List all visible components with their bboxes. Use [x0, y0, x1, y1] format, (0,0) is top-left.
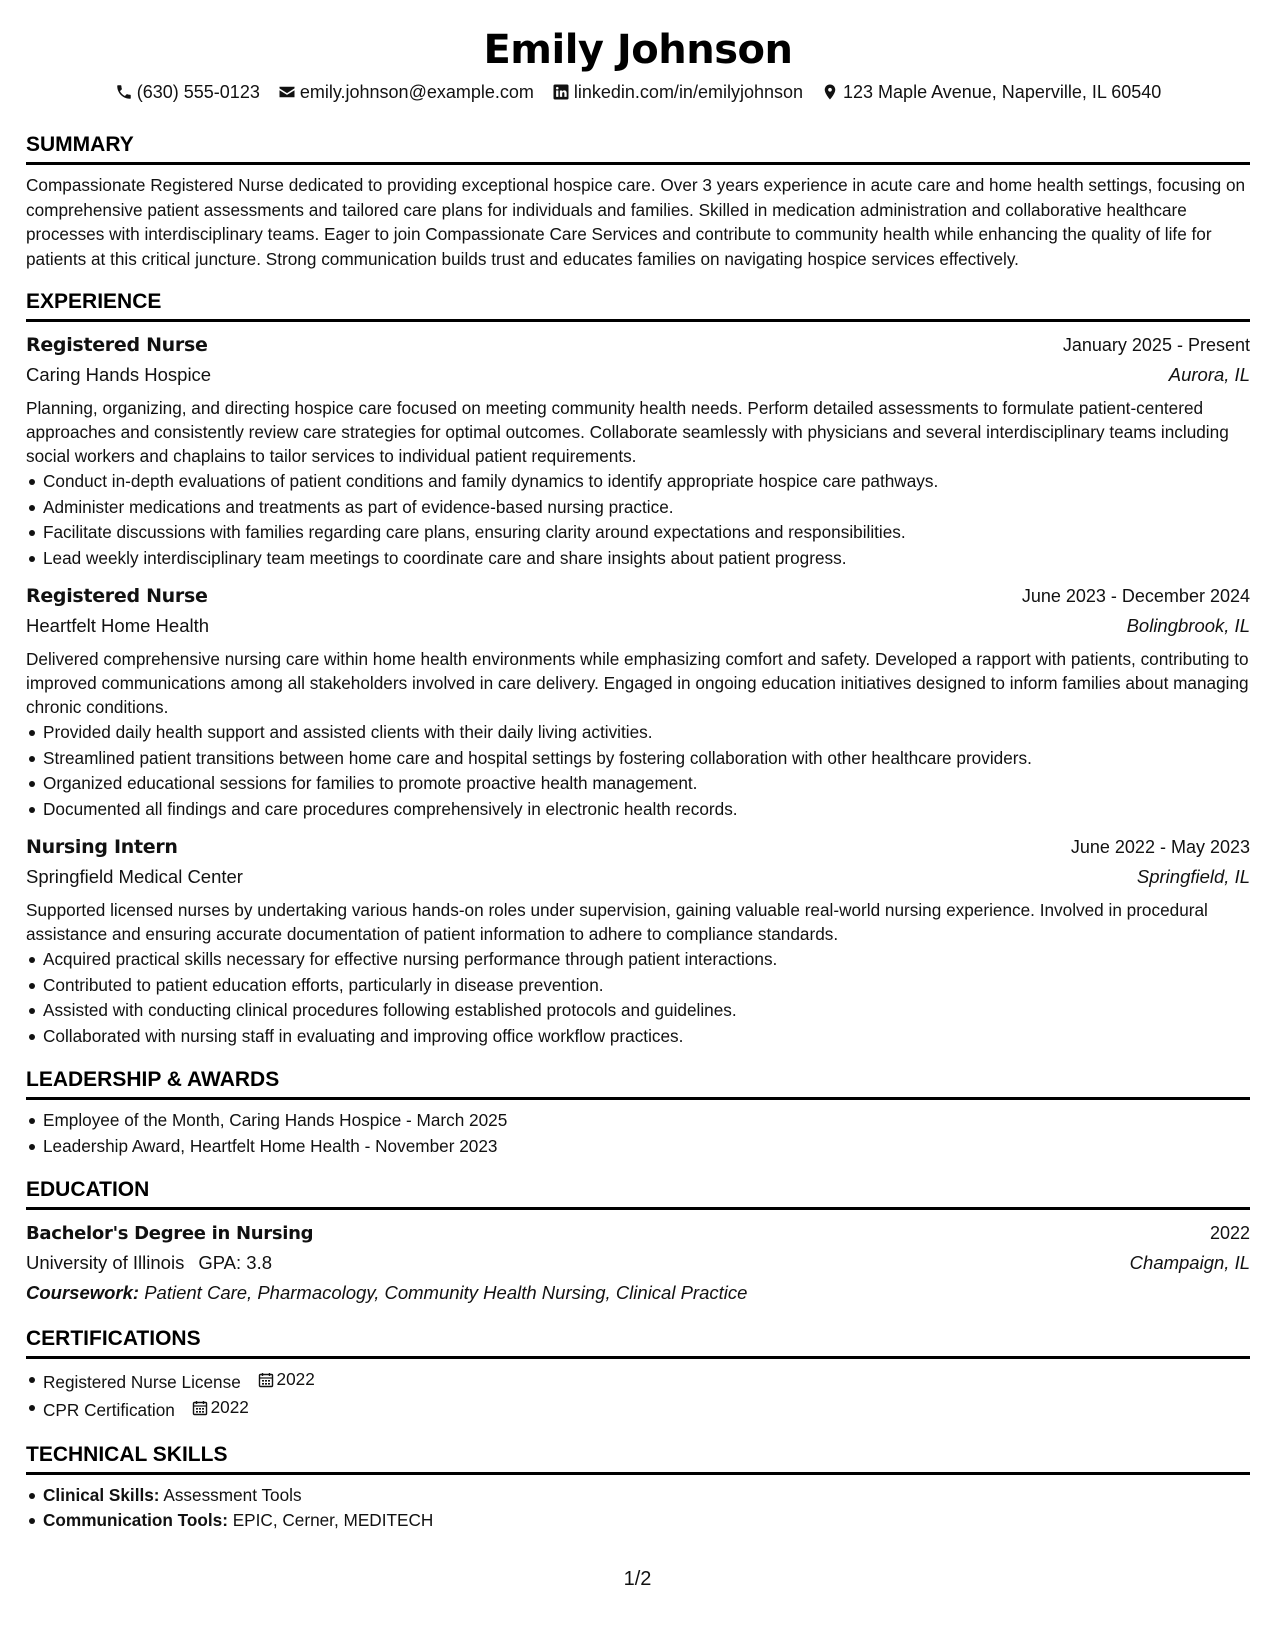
contact-phone[interactable] [115, 80, 260, 104]
degree-title: Bachelor's Degree in Nursing [26, 1223, 314, 1244]
job-organization: Caring Hands Hospice [26, 364, 212, 385]
contact-address[interactable] [821, 80, 1161, 104]
calendar-icon [258, 1372, 274, 1388]
certification-name: Registered Nurse License [43, 1371, 241, 1392]
contact-bar [26, 80, 1250, 104]
skills-list [26, 1483, 1250, 1534]
job-description: Delivered comprehensive nursing care within home health environments while emphasizing comfort and safety. Developed a rapport with patients, contributing to improved communications among all stakeholders involved in care delivery. Engaged in ongoing education initiatives designed to inform families about managing chronic conditions. [26, 649, 1249, 717]
awards-list [26, 1108, 1250, 1159]
list-item [26, 1367, 1250, 1395]
certification-year: 2022 [276, 1369, 315, 1389]
certification-date [258, 1367, 315, 1393]
education-entry [26, 1218, 1250, 1308]
job-organization: Heartfelt Home Health [26, 615, 210, 636]
job-bullets [26, 720, 1250, 822]
school-location: Champaign, IL [1129, 1252, 1250, 1273]
page-number: 1/2 [623, 1568, 652, 1590]
job-dates: January 2025 - Present [1062, 335, 1250, 355]
list-item: Streamlined patient transitions between home care and hospital settings by fostering collaboration with other healthcare providers. [26, 746, 1250, 772]
candidate-name: Emily Johnson [483, 27, 793, 73]
list-item: Provided daily health support and assisted clients with their daily living activities. [26, 720, 1250, 746]
section-title-summary: SUMMARY [26, 132, 1250, 165]
skill-value: EPIC, Cerner, MEDITECH [232, 1510, 434, 1530]
calendar-icon [192, 1400, 208, 1416]
certification-name: CPR Certification [43, 1400, 175, 1420]
coursework-label: Coursework: [26, 1282, 140, 1303]
contact-linkedin[interactable] [552, 80, 803, 104]
job-entry [26, 581, 1250, 822]
gpa: GPA: 3.8 [198, 1252, 273, 1273]
skill-label: Communication Tools: [43, 1510, 228, 1530]
certifications-list [26, 1367, 1250, 1424]
job-title: Registered Nurse [26, 334, 208, 356]
school-name: University of Illinois [26, 1252, 185, 1273]
school-line [26, 1248, 272, 1278]
list-item: Conduct in-depth evaluations of patient conditions and family dynamics to identify appropriate hospice care pathways. [26, 469, 1250, 495]
linkedin-text: linkedin.com/in/emilyjohnson [573, 82, 804, 102]
job-location: Springfield, IL [1136, 866, 1250, 887]
job-entry [26, 330, 1250, 571]
job-title: Nursing Intern [26, 836, 178, 858]
resume-page [26, 0, 1250, 1534]
map-pin-icon [821, 83, 839, 101]
graduation-year: 2022 [1209, 1223, 1250, 1243]
section-title-certifications: CERTIFICATIONS [26, 1326, 1250, 1359]
list-item [26, 1483, 1250, 1509]
section-title-education: EDUCATION [26, 1177, 1250, 1210]
list-item: Contributed to patient education efforts, particularly in disease prevention. [26, 973, 1250, 999]
job-description: Supported licensed nurses by undertaking various hands-on roles under supervision, gaining valuable real-world nursing experience. Involved in procedural assistance and ensuring accurate documentation of patient information to adhere to compliance standards. [26, 900, 1208, 944]
email-text: emily.johnson@example.com [299, 82, 534, 102]
section-title-experience: EXPERIENCE [26, 289, 1250, 322]
skill-value: Assessment Tools [163, 1484, 302, 1505]
list-item [26, 1508, 1250, 1534]
list-item: Acquired practical skills necessary for effective nursing performance through patient interactions. [26, 947, 1250, 973]
list-item: Facilitate discussions with families regarding care plans, ensuring clarity around expectations and responsibilities. [26, 520, 1250, 546]
phone-icon [115, 83, 133, 101]
linkedin-icon [552, 83, 570, 101]
envelope-icon [278, 83, 296, 101]
job-bullets [26, 469, 1250, 571]
address-text: 123 Maple Avenue, Naperville, IL 60540 [843, 82, 1162, 102]
list-item: Assisted with conducting clinical procedures following established protocols and guidelines. [26, 998, 1250, 1024]
coursework-line [26, 1278, 1250, 1308]
list-item [26, 1395, 1250, 1423]
job-bullets [26, 947, 1250, 1049]
phone-text: (630) 555-0123 [136, 82, 260, 102]
list-item: Organized educational sessions for families to promote proactive health management. [26, 771, 1250, 797]
job-dates: June 2022 - May 2023 [1070, 837, 1250, 857]
job-title: Registered Nurse [26, 585, 208, 607]
job-location: Aurora, IL [1168, 364, 1250, 385]
certification-year: 2022 [210, 1397, 249, 1418]
section-title-leadership: LEADERSHIP & AWARDS [26, 1067, 1250, 1100]
coursework-list: Patient Care, Pharmacology, Community Health Nursing, Clinical Practice [144, 1282, 748, 1303]
job-dates: June 2023 - December 2024 [1021, 586, 1250, 606]
list-item: Lead weekly interdisciplinary team meetings to coordinate care and share insights about patient progress. [26, 546, 1250, 572]
section-title-skills: TECHNICAL SKILLS [26, 1442, 1250, 1475]
job-description: Planning, organizing, and directing hospice care focused on meeting community health needs. Perform detailed assessments to formulate patient-centered approaches and consistently review care strategies for optimal outcomes. Collaborate seamlessly with physicians and several interdisciplinary teams including social workers and chaplains to tailor services to individual patient requirements. [26, 398, 1229, 466]
job-organization: Springfield Medical Center [26, 866, 243, 887]
certification-date [192, 1395, 249, 1421]
list-item: Employee of the Month, Caring Hands Hospice - March 2025 [26, 1108, 1250, 1134]
list-item: Administer medications and treatments as part of evidence-based nursing practice. [26, 495, 1250, 521]
skill-label: Clinical Skills: [43, 1484, 160, 1505]
contact-email[interactable] [278, 80, 534, 104]
job-entry [26, 832, 1250, 1049]
list-item: Leadership Award, Heartfelt Home Health - November 2023 [26, 1134, 1250, 1160]
list-item: Documented all findings and care procedures comprehensively in electronic health records. [26, 797, 1250, 823]
job-location: Bolingbrook, IL [1126, 615, 1250, 636]
list-item: Collaborated with nursing staff in evaluating and improving office workflow practices. [26, 1024, 1250, 1050]
summary-text: Compassionate Registered Nurse dedicated to providing exceptional hospice care. Over 3 years experience in acute care and home health settings, focusing on comprehensive patient assessments and tailored care plans for individuals and families. Skilled in medication administration and collaborative healthcare processes with interdisciplinary teams. Eager to join Compassionate Care Services and contribute to community health while enhancing the quality of life for patients at this critical juncture. Strong communication builds trust and educates families on navigating hospice services effectively. [26, 175, 1246, 269]
